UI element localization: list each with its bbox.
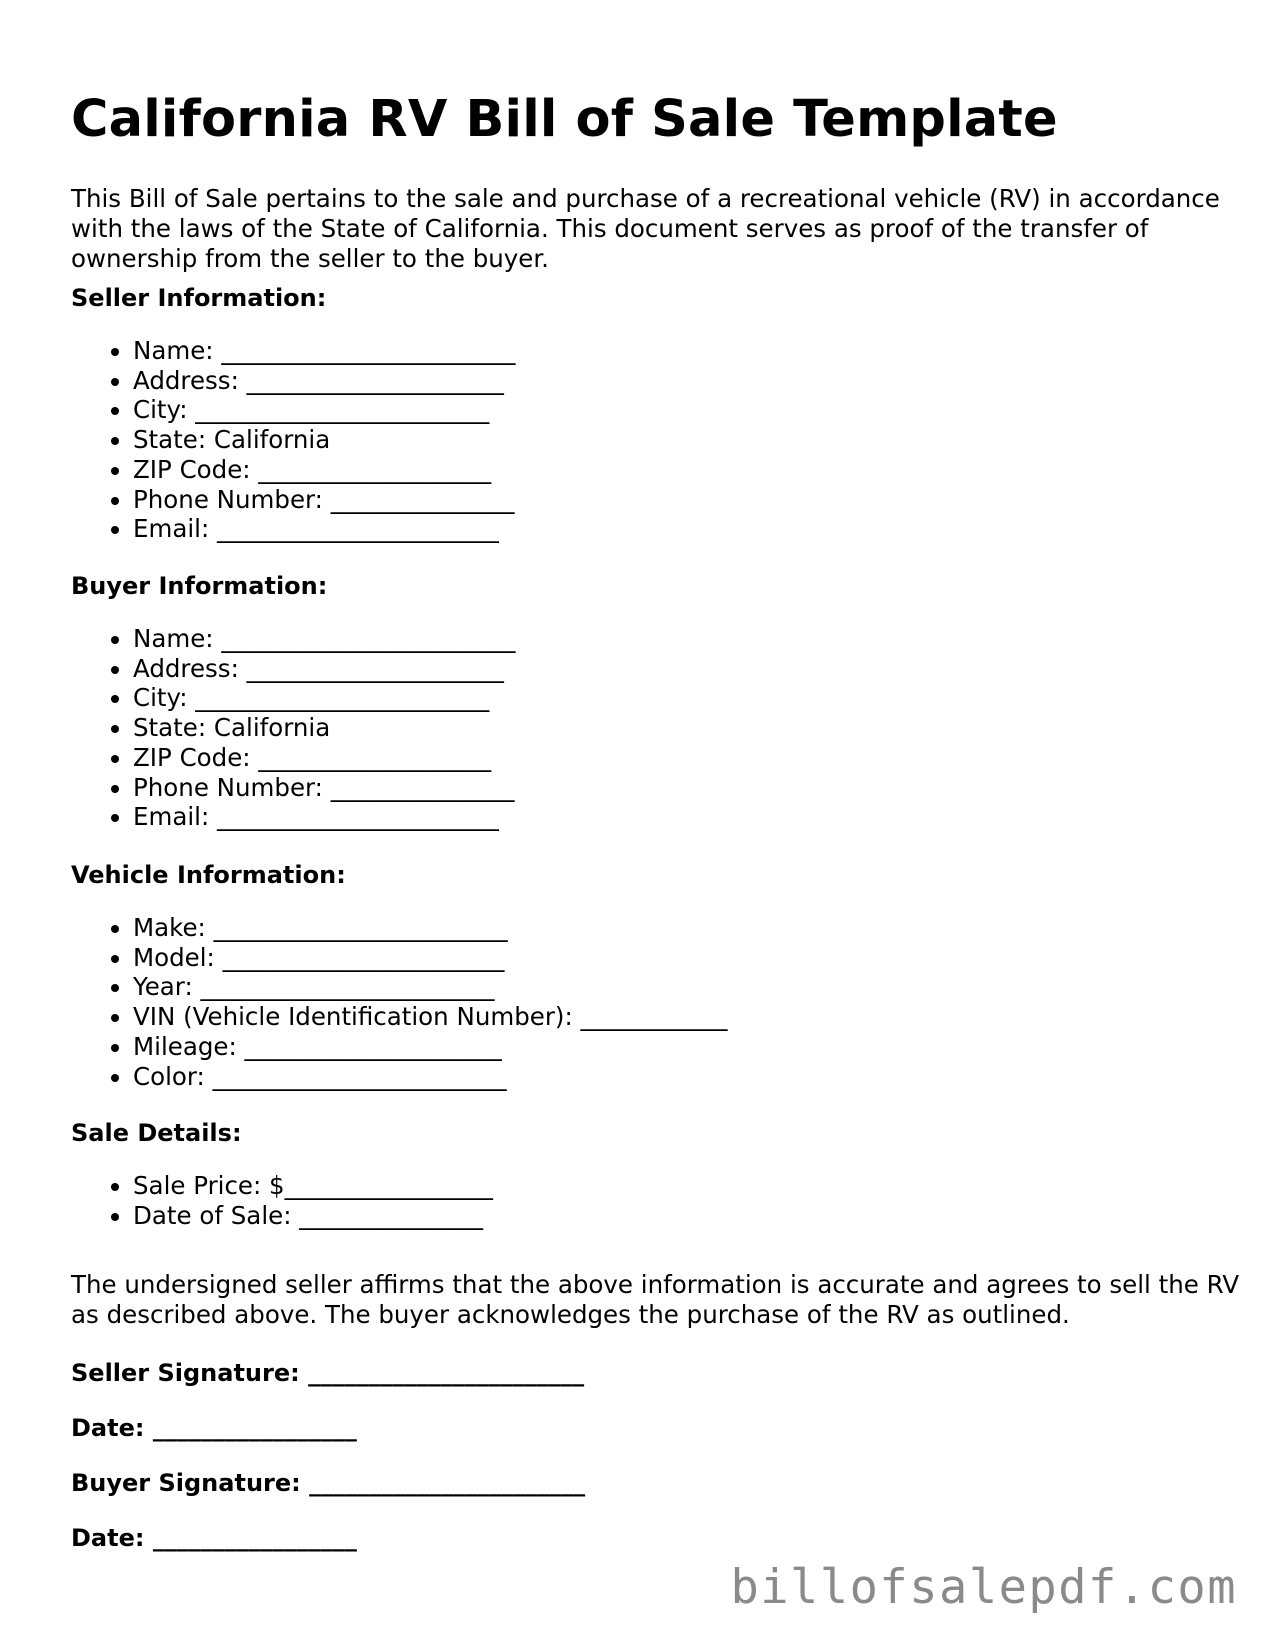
seller-signature-line: Seller Signature: _______________________	[71, 1359, 585, 1387]
seller-email-field: • Email: _______________________	[133, 514, 515, 544]
vehicle-year-field: • Year: ________________________	[133, 972, 728, 1002]
buyer-date-line: Date: _________________	[71, 1524, 357, 1552]
vehicle-heading: Vehicle Information:	[71, 861, 346, 889]
affirmation-paragraph: The undersigned seller affirms that the above information is accurate and agrees to sell the RV as described above. The buyer acknowledges the purchase of the RV as outlined.	[71, 1270, 1240, 1329]
vehicle-mileage-field: • Mileage: _____________________	[133, 1032, 728, 1062]
vehicle-make-field: • Make: ________________________	[133, 913, 728, 943]
sale-heading: Sale Details:	[71, 1119, 242, 1147]
buyer-phone-field: • Phone Number: _______________	[133, 773, 515, 803]
page-title: California RV Bill of Sale Template	[71, 90, 1058, 149]
seller-city-field: • City: ________________________	[133, 395, 515, 425]
sale-price-field: • Sale Price: $_________________	[133, 1171, 493, 1201]
seller-address-field: • Address: _____________________	[133, 366, 515, 396]
buyer-address-field: • Address: _____________________	[133, 654, 515, 684]
sale-field-list	[0, 1171, 493, 1230]
buyer-city-field: • City: ________________________	[133, 683, 515, 713]
vehicle-field-list	[0, 913, 728, 1091]
seller-state-field: • State: California	[133, 425, 515, 455]
seller-phone-field: • Phone Number: _______________	[133, 485, 515, 515]
seller-zip-field: • ZIP Code: ___________________	[133, 455, 515, 485]
intro-paragraph: This Bill of Sale pertains to the sale and purchase of a recreational vehicle (RV) in accordance with the laws of the State of California. This document serves as proof of the transfer of ownership from the seller to the buyer.	[71, 184, 1220, 273]
vehicle-vin-field: • VIN (Vehicle Identification Number): ____________	[133, 1002, 728, 1032]
buyer-field-list	[0, 624, 515, 832]
vehicle-model-field: • Model: _______________________	[133, 943, 728, 973]
buyer-zip-field: • ZIP Code: ___________________	[133, 743, 515, 773]
sale-date-field: • Date of Sale: _______________	[133, 1201, 493, 1231]
watermark: billofsalepdf.com	[730, 1560, 1237, 1615]
seller-heading: Seller Information:	[71, 284, 327, 312]
vehicle-color-field: • Color: ________________________	[133, 1062, 728, 1092]
seller-name-field: • Name: ________________________	[133, 336, 515, 366]
buyer-state-field: • State: California	[133, 713, 515, 743]
seller-date-line: Date: _________________	[71, 1414, 357, 1442]
buyer-name-field: • Name: ________________________	[133, 624, 515, 654]
seller-field-list	[0, 336, 515, 544]
buyer-heading: Buyer Information:	[71, 572, 328, 600]
buyer-signature-line: Buyer Signature: _______________________	[71, 1469, 586, 1497]
buyer-email-field: • Email: _______________________	[133, 802, 515, 832]
